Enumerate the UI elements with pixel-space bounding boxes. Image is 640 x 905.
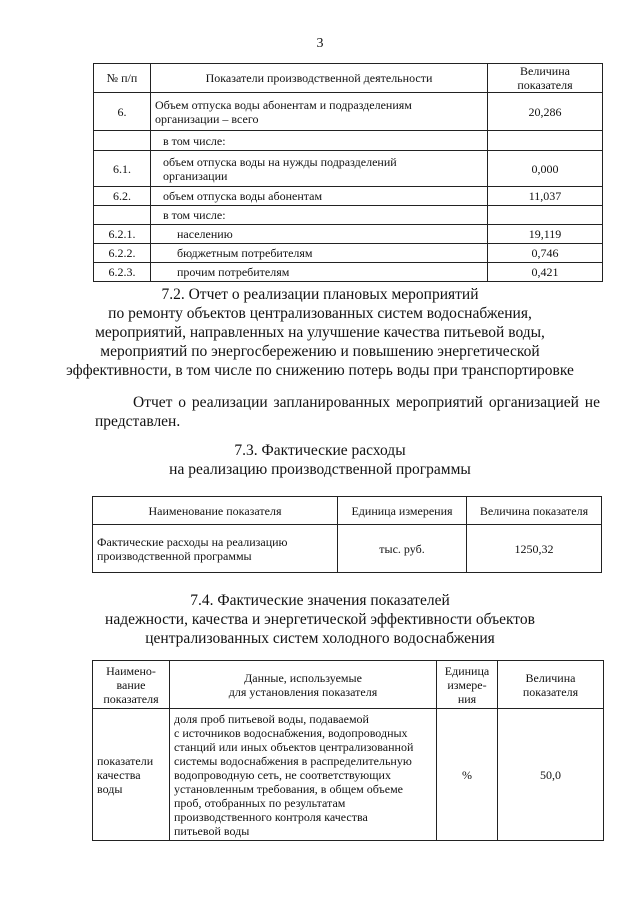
section-7-2-paragraph: Отчет о реализации запланированных мероприятий организацией не представлен. [95, 394, 600, 430]
row-number: 6. [94, 93, 151, 131]
table-row [94, 151, 603, 187]
row-label: населению [151, 225, 488, 244]
section-7-4-heading: 7.4. Фактические значения показателей надежности, качества и энергетической эффективности объектов централизованных систем холодного водоснабжения [105, 592, 535, 647]
production-indicators-table [93, 63, 603, 282]
header-number: № п/п [94, 64, 151, 93]
row-value: 0,746 [488, 244, 603, 263]
row-name: Фактические расходы на реализацию производственной программы [93, 525, 338, 573]
row-value: 11,037 [488, 187, 603, 206]
row-number: 6.2.1. [94, 225, 151, 244]
row-value: 0,421 [488, 263, 603, 282]
row-label: в том числе: [151, 131, 488, 151]
table-header-row [93, 661, 604, 709]
header-unit: Единица измерения [338, 497, 467, 525]
actual-expenses-table [92, 496, 602, 573]
header-name: Наимено- вание показателя [93, 661, 170, 709]
row-data: доля проб питьевой воды, подаваемой с источников водоснабжения, водопроводных станций или иных объектов централизованной системы водоснабжения в распределительную водопроводную сеть, не соответствующих установленным требования, в общем объеме проб, отобранных по результатам производственного контроля качества питьевой воды [170, 709, 437, 841]
page-number: 3 [316, 36, 324, 51]
row-unit: % [437, 709, 498, 841]
row-unit: тыс. руб. [338, 525, 467, 573]
table-row [93, 525, 602, 573]
row-label: Объем отпуска воды абонентам и подразделениям организации – всего [151, 93, 488, 131]
header-name: Наименование показателя [93, 497, 338, 525]
header-unit: Единица измере- ния [437, 661, 498, 709]
section-7-3-heading: 7.3. Фактические расходы на реализацию производственной программы [169, 442, 471, 478]
section-7-2-heading: 7.2. Отчет о реализации плановых мероприятий по ремонту объектов централизованных систем водоснабжения, мероприятий, направленных на улучшение качества питьевой воды, мероприятий по энергосбережению и повышению энергетической эффективности, в том числе по снижению потерь воды при транспортировке [66, 286, 574, 379]
table-row [94, 187, 603, 206]
table-row [93, 709, 604, 841]
row-name: показатели качества воды [93, 709, 170, 841]
row-value [488, 131, 603, 151]
row-value [488, 206, 603, 225]
table-header-row [94, 64, 603, 93]
row-label: бюджетным потребителям [151, 244, 488, 263]
table-row [94, 93, 603, 131]
row-value: 19,119 [488, 225, 603, 244]
header-value: Величина показателя [498, 661, 604, 709]
row-value: 50,0 [498, 709, 604, 841]
table-row [94, 263, 603, 282]
row-number: 6.2. [94, 187, 151, 206]
row-number [94, 131, 151, 151]
header-value: Величина показателя [488, 64, 603, 93]
table-row [94, 225, 603, 244]
table-row [94, 131, 603, 151]
row-label: объем отпуска воды на нужды подразделений организации [151, 151, 488, 187]
row-value: 20,286 [488, 93, 603, 131]
row-number: 6.1. [94, 151, 151, 187]
row-number: 6.2.2. [94, 244, 151, 263]
table-row [94, 206, 603, 225]
table-row [94, 244, 603, 263]
row-value: 1250,32 [467, 525, 602, 573]
table-header-row [93, 497, 602, 525]
row-label: прочим потребителям [151, 263, 488, 282]
row-value: 0,000 [488, 151, 603, 187]
header-data: Данные, используемые для установления показателя [170, 661, 437, 709]
row-label: объем отпуска воды абонентам [151, 187, 488, 206]
row-number: 6.2.3. [94, 263, 151, 282]
row-label: в том числе: [151, 206, 488, 225]
quality-indicators-table [92, 660, 604, 841]
row-number [94, 206, 151, 225]
header-indicator: Показатели производственной деятельности [151, 64, 488, 93]
header-value: Величина показателя [467, 497, 602, 525]
